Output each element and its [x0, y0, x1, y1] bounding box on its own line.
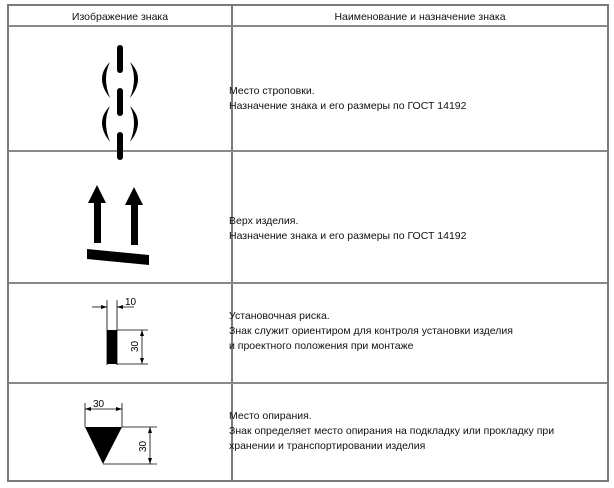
sign-title: Установочная риска. [229, 310, 330, 322]
sign-purpose: Знак определяет место опирания на подкладку или прокладку при [229, 425, 555, 437]
sign-purpose: Назначение знака и его размеры по ГОСТ 14192 [229, 230, 467, 242]
row-description [229, 214, 466, 244]
sign-purpose: Знак служит ориентиром для контроля установки изделия [229, 325, 513, 337]
svg-text:10: 10 [125, 297, 137, 308]
row-description [229, 84, 466, 114]
row-divider [9, 282, 607, 284]
svg-text:30: 30 [130, 340, 141, 352]
svg-text:30: 30 [93, 399, 105, 410]
header-name: Наименование и назначение знака [334, 10, 506, 23]
sign-purpose-cont: и проектного положения при монтаже [229, 340, 414, 352]
sign-purpose: Назначение знака и его размеры по ГОСТ 14192 [229, 100, 467, 112]
row-description [229, 409, 554, 454]
sign-title: Место строповки. [229, 85, 315, 97]
svg-text:30: 30 [138, 440, 149, 452]
header-image: Изображение знака [71, 10, 169, 23]
row-description [229, 309, 513, 354]
installation-mark-icon [90, 295, 160, 370]
sign-title: Верх изделия. [229, 215, 299, 227]
support-point-triangle-icon [80, 395, 160, 470]
sign-title: Место опирания. [229, 410, 312, 422]
lifting-point-chain-icon [90, 40, 150, 160]
sign-purpose-cont: хранении и транспортировании изделия [229, 440, 426, 452]
row-divider [9, 382, 607, 384]
this-way-up-arrows-icon [85, 185, 155, 270]
